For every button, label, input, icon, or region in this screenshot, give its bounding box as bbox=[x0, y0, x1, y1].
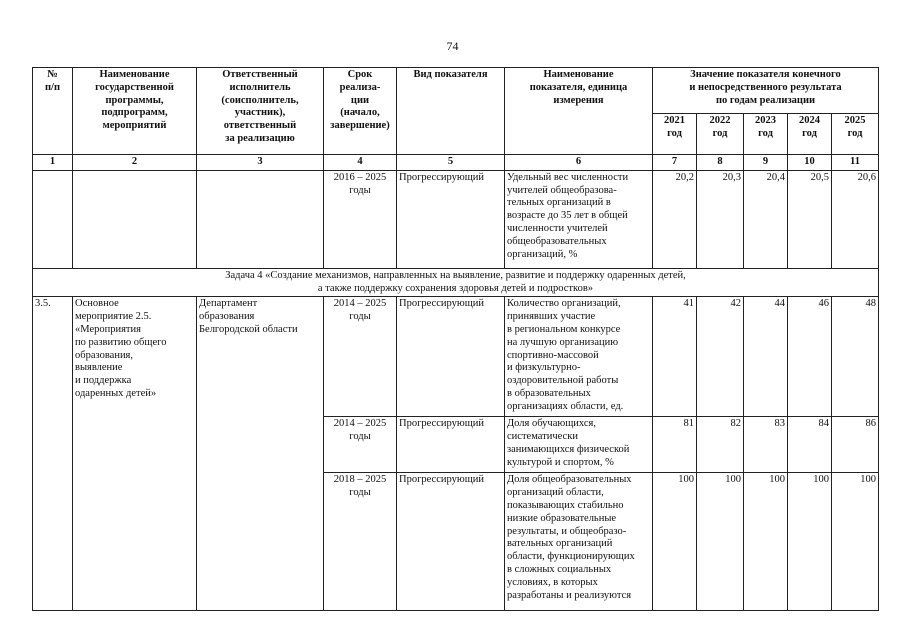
column-number: 5 bbox=[397, 155, 505, 171]
empty-cell bbox=[73, 170, 197, 268]
indicator-type-cell: Прогрессирующий bbox=[397, 417, 505, 473]
header-program-name: Наименование государственной программы, подпрограмм, мероприятий bbox=[73, 68, 197, 155]
column-number: 2 bbox=[73, 155, 197, 171]
value-cell: 100 bbox=[744, 473, 788, 611]
header-values-group: Значение показателя конечного и непосредственного результата по годам реализации bbox=[653, 68, 879, 114]
indicator-type-cell: Прогрессирующий bbox=[397, 170, 505, 268]
column-number: 3 bbox=[197, 155, 324, 171]
indicator-name-cell: Удельный вес численности учителей общеобразова- тельных организаций в возрасте до 35 лет в общей численности учителей общеобразовательных организаций, % bbox=[505, 170, 653, 268]
header-year: 2025 год bbox=[832, 114, 879, 155]
value-cell: 44 bbox=[744, 297, 788, 417]
indicator-table bbox=[32, 67, 879, 611]
header-year: 2022 год bbox=[697, 114, 744, 155]
measure-executor: Департамент образования Белгородской области bbox=[197, 297, 324, 611]
value-cell: 41 bbox=[653, 297, 697, 417]
value-cell: 20,2 bbox=[653, 170, 697, 268]
indicator-type-cell: Прогрессирующий bbox=[397, 297, 505, 417]
column-number: 8 bbox=[697, 155, 744, 171]
value-cell: 42 bbox=[697, 297, 744, 417]
value-cell: 100 bbox=[788, 473, 832, 611]
header-executor: Ответственный исполнитель (соисполнитель, участник), ответственный за реализацию bbox=[197, 68, 324, 155]
header-year: 2021 год bbox=[653, 114, 697, 155]
table-row bbox=[33, 297, 879, 417]
empty-cell bbox=[197, 170, 324, 268]
table-row bbox=[33, 170, 879, 268]
term-cell: 2014 – 2025 годы bbox=[324, 297, 397, 417]
term-cell: 2016 – 2025 годы bbox=[324, 170, 397, 268]
value-cell: 84 bbox=[788, 417, 832, 473]
column-number: 10 bbox=[788, 155, 832, 171]
column-number: 9 bbox=[744, 155, 788, 171]
header-row bbox=[33, 68, 879, 114]
measure-number: 3.5. bbox=[33, 297, 73, 611]
term-cell: 2018 – 2025 годы bbox=[324, 473, 397, 611]
header-year: 2024 год bbox=[788, 114, 832, 155]
column-numbers-row bbox=[33, 155, 879, 171]
value-cell: 83 bbox=[744, 417, 788, 473]
value-cell: 20,3 bbox=[697, 170, 744, 268]
column-number: 1 bbox=[33, 155, 73, 171]
indicator-name-cell: Количество организаций, принявших участие в региональном конкурсе на лучшую организацию спортивно-массовой и физкультурно- оздоровительной работы в образовательных организациях области, ед. bbox=[505, 297, 653, 417]
indicator-name-cell: Доля общеобразовательных организаций области, показывающих стабильно низкие образовательные результаты, и общеобразо- вательных организаций области, функционирующих в сложных социальных условиях, в которых разработаны и реализуются bbox=[505, 473, 653, 611]
value-cell: 100 bbox=[832, 473, 879, 611]
header-number: № п/п bbox=[33, 68, 73, 155]
column-number: 7 bbox=[653, 155, 697, 171]
task-title: Задача 4 «Создание механизмов, направленных на выявление, развитие и поддержку одаренных детей, а также поддержку сохранения здоровья детей и подростков» bbox=[33, 268, 879, 297]
value-cell: 100 bbox=[697, 473, 744, 611]
value-cell: 20,4 bbox=[744, 170, 788, 268]
value-cell: 20,5 bbox=[788, 170, 832, 268]
empty-cell bbox=[33, 170, 73, 268]
value-cell: 81 bbox=[653, 417, 697, 473]
page-number: 74 bbox=[446, 39, 459, 53]
value-cell: 20,6 bbox=[832, 170, 879, 268]
measure-name: Основное мероприятие 2.5. «Мероприятия по развитию общего образования, выявление и поддержка одаренных детей» bbox=[73, 297, 197, 611]
task-row bbox=[33, 268, 879, 297]
column-number: 11 bbox=[832, 155, 879, 171]
header-indicator-type: Вид показателя bbox=[397, 68, 505, 155]
column-number: 6 bbox=[505, 155, 653, 171]
value-cell: 86 bbox=[832, 417, 879, 473]
header-term: Срок реализа- ции (начало, завершение) bbox=[324, 68, 397, 155]
indicator-type-cell: Прогрессирующий bbox=[397, 473, 505, 611]
indicator-name-cell: Доля обучающихся, систематически занимающихся физической культурой и спортом, % bbox=[505, 417, 653, 473]
value-cell: 48 bbox=[832, 297, 879, 417]
value-cell: 46 bbox=[788, 297, 832, 417]
column-number: 4 bbox=[324, 155, 397, 171]
header-indicator-name: Наименование показателя, единица измерения bbox=[505, 68, 653, 155]
header-year: 2023 год bbox=[744, 114, 788, 155]
term-cell: 2014 – 2025 годы bbox=[324, 417, 397, 473]
value-cell: 82 bbox=[697, 417, 744, 473]
value-cell: 100 bbox=[653, 473, 697, 611]
